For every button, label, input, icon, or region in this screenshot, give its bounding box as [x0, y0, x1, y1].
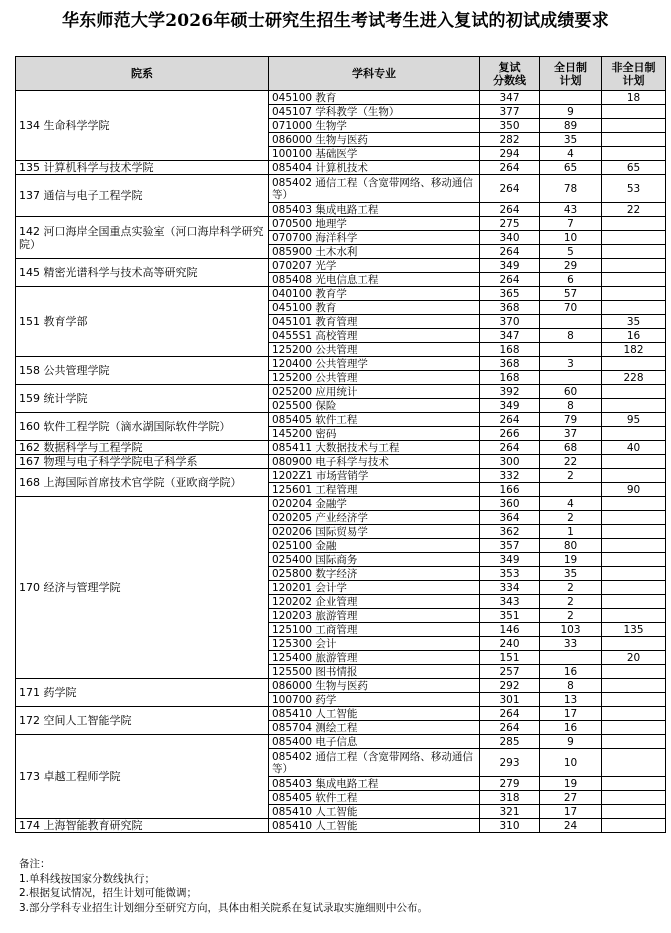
full-time-plan-cell — [540, 315, 602, 329]
table-body — [16, 91, 666, 833]
part-time-plan-cell — [602, 777, 666, 791]
score-cell: 368 — [480, 357, 540, 371]
full-time-plan-cell: 16 — [540, 665, 602, 679]
part-time-plan-cell: 228 — [602, 371, 666, 385]
full-time-plan-cell: 7 — [540, 217, 602, 231]
score-cell: 318 — [480, 791, 540, 805]
part-time-plan-cell — [602, 357, 666, 371]
full-time-plan-cell: 103 — [540, 623, 602, 637]
note-item: 3.部分学科专业招生计划细分至研究方向，具体由相关院系在复试录取实施细则中公布。 — [19, 901, 429, 914]
part-time-plan-cell — [602, 427, 666, 441]
full-time-plan-cell: 19 — [540, 553, 602, 567]
score-cell: 264 — [480, 175, 540, 203]
part-time-plan-cell — [602, 273, 666, 287]
header-part-time-plan — [602, 57, 666, 91]
part-time-plan-cell — [602, 665, 666, 679]
full-time-plan-cell: 89 — [540, 119, 602, 133]
part-time-plan-cell: 20 — [602, 651, 666, 665]
major-cell: 0455S1 高校管理 — [269, 329, 480, 343]
part-time-plan-cell — [602, 791, 666, 805]
score-cell: 285 — [480, 735, 540, 749]
table-row — [16, 441, 666, 455]
major-cell: 020206 国际贸易学 — [269, 525, 480, 539]
score-cell: 347 — [480, 91, 540, 105]
part-time-plan-cell — [602, 511, 666, 525]
score-cell: 292 — [480, 679, 540, 693]
major-cell: 125200 公共管理 — [269, 343, 480, 357]
full-time-plan-cell: 9 — [540, 735, 602, 749]
part-time-plan-cell — [602, 525, 666, 539]
score-cell: 349 — [480, 553, 540, 567]
department-cell: 174 上海智能教育研究院 — [16, 819, 269, 833]
score-cell: 264 — [480, 721, 540, 735]
department-cell: 137 通信与电子工程学院 — [16, 175, 269, 217]
department-cell: 172 空间人工智能学院 — [16, 707, 269, 735]
part-time-plan-cell — [602, 567, 666, 581]
major-cell: 025400 国际商务 — [269, 553, 480, 567]
department-cell: 134 生命科学学院 — [16, 91, 269, 161]
part-time-plan-cell — [602, 735, 666, 749]
note-item: 2.根据复试情况，招生计划可能微调； — [19, 887, 198, 899]
table-row — [16, 357, 666, 371]
full-time-plan-cell — [540, 483, 602, 497]
full-time-plan-cell: 19 — [540, 777, 602, 791]
table-row — [16, 469, 666, 483]
major-cell: 025100 金融 — [269, 539, 480, 553]
part-time-plan-cell — [602, 553, 666, 567]
note-item: 1.单科线按国家分数线执行； — [19, 872, 156, 885]
major-cell: 085704 测绘工程 — [269, 721, 480, 735]
full-time-plan-cell: 79 — [540, 413, 602, 427]
part-time-plan-cell — [602, 539, 666, 553]
full-time-plan-cell: 57 — [540, 287, 602, 301]
score-cell: 310 — [480, 819, 540, 833]
score-cell: 377 — [480, 105, 540, 119]
full-time-plan-cell: 9 — [540, 105, 602, 119]
part-time-plan-cell — [602, 259, 666, 273]
major-cell: 085900 土木水利 — [269, 245, 480, 259]
score-cell: 240 — [480, 637, 540, 651]
score-cell: 279 — [480, 777, 540, 791]
part-time-plan-cell: 16 — [602, 329, 666, 343]
major-cell: 071000 生物学 — [269, 119, 480, 133]
score-cell: 349 — [480, 259, 540, 273]
full-time-plan-cell: 4 — [540, 497, 602, 511]
major-cell: 125200 公共管理 — [269, 371, 480, 385]
table-row — [16, 287, 666, 301]
table-row — [16, 175, 666, 203]
score-cell: 151 — [480, 651, 540, 665]
full-time-plan-cell: 8 — [540, 679, 602, 693]
score-cell: 266 — [480, 427, 540, 441]
part-time-plan-cell: 135 — [602, 623, 666, 637]
major-cell: 125601 工程管理 — [269, 483, 480, 497]
part-time-plan-cell — [602, 301, 666, 315]
full-time-plan-cell: 68 — [540, 441, 602, 455]
part-time-plan-cell: 53 — [602, 175, 666, 203]
major-cell: 070700 海洋科学 — [269, 231, 480, 245]
major-cell: 085402 通信工程（含宽带网络、移动通信等） — [269, 749, 480, 777]
major-cell: 145200 密码 — [269, 427, 480, 441]
department-cell: 160 软件工程学院（滴水湖国际软件学院） — [16, 413, 269, 441]
score-cell: 368 — [480, 301, 540, 315]
score-cell: 343 — [480, 595, 540, 609]
major-cell: 025500 保险 — [269, 399, 480, 413]
score-cell: 168 — [480, 371, 540, 385]
score-cell: 300 — [480, 455, 540, 469]
major-cell: 085408 光电信息工程 — [269, 273, 480, 287]
full-time-plan-cell: 37 — [540, 427, 602, 441]
part-time-plan-cell — [602, 497, 666, 511]
major-cell: 120202 企业管理 — [269, 595, 480, 609]
score-cell: 349 — [480, 399, 540, 413]
score-cell: 353 — [480, 567, 540, 581]
major-cell: 120201 会计学 — [269, 581, 480, 595]
header-major: 学科专业 — [269, 57, 480, 91]
full-time-plan-cell: 33 — [540, 637, 602, 651]
score-cell: 357 — [480, 539, 540, 553]
full-time-plan-cell: 22 — [540, 455, 602, 469]
score-cell: 360 — [480, 497, 540, 511]
department-cell: 135 计算机科学与技术学院 — [16, 161, 269, 175]
notes-section — [19, 857, 659, 915]
part-time-plan-cell: 90 — [602, 483, 666, 497]
full-time-plan-cell: 6 — [540, 273, 602, 287]
part-time-plan-cell: 95 — [602, 413, 666, 427]
table-row — [16, 259, 666, 273]
department-cell: 162 数据科学与工程学院 — [16, 441, 269, 455]
full-time-plan-cell: 29 — [540, 259, 602, 273]
part-time-plan-cell — [602, 609, 666, 623]
full-time-plan-cell: 8 — [540, 329, 602, 343]
score-cell: 301 — [480, 693, 540, 707]
major-cell: 085405 软件工程 — [269, 413, 480, 427]
full-time-plan-cell: 13 — [540, 693, 602, 707]
major-cell: 045100 教育 — [269, 301, 480, 315]
score-table — [15, 56, 666, 833]
full-time-plan-cell: 5 — [540, 245, 602, 259]
major-cell: 120203 旅游管理 — [269, 609, 480, 623]
major-cell: 085403 集成电路工程 — [269, 777, 480, 791]
part-time-plan-cell — [602, 693, 666, 707]
major-cell: 085411 大数据技术与工程 — [269, 441, 480, 455]
full-time-plan-cell: 2 — [540, 609, 602, 623]
part-time-plan-cell — [602, 119, 666, 133]
major-cell: 100700 药学 — [269, 693, 480, 707]
part-time-plan-cell: 18 — [602, 91, 666, 105]
score-cell: 364 — [480, 511, 540, 525]
score-cell: 332 — [480, 469, 540, 483]
department-cell: 171 药学院 — [16, 679, 269, 707]
major-cell: 086000 生物与医药 — [269, 133, 480, 147]
full-time-plan-cell: 70 — [540, 301, 602, 315]
table-row — [16, 735, 666, 749]
score-cell: 168 — [480, 343, 540, 357]
major-cell: 1202Z1 市场营销学 — [269, 469, 480, 483]
full-time-plan-cell: 24 — [540, 819, 602, 833]
department-cell: 142 河口海岸全国重点实验室（河口海岸科学研究院） — [16, 217, 269, 259]
score-cell: 264 — [480, 707, 540, 721]
full-time-plan-cell: 16 — [540, 721, 602, 735]
part-time-plan-cell — [602, 595, 666, 609]
score-cell: 365 — [480, 287, 540, 301]
part-time-plan-cell — [602, 749, 666, 777]
table-row — [16, 497, 666, 511]
major-cell: 020204 金融学 — [269, 497, 480, 511]
score-cell: 392 — [480, 385, 540, 399]
full-time-plan-cell — [540, 91, 602, 105]
department-cell: 173 卓越工程师学院 — [16, 735, 269, 819]
full-time-plan-cell — [540, 343, 602, 357]
major-cell: 040100 教育学 — [269, 287, 480, 301]
full-time-plan-cell: 78 — [540, 175, 602, 203]
score-cell: 257 — [480, 665, 540, 679]
part-time-plan-cell — [602, 385, 666, 399]
major-cell: 045100 教育 — [269, 91, 480, 105]
full-time-plan-cell: 17 — [540, 805, 602, 819]
department-cell: 151 教育学部 — [16, 287, 269, 357]
score-cell: 264 — [480, 203, 540, 217]
part-time-plan-cell: 22 — [602, 203, 666, 217]
full-time-plan-cell: 4 — [540, 147, 602, 161]
full-time-plan-cell: 80 — [540, 539, 602, 553]
page-title: 华东师范大学2026年硕士研究生招生考试考生进入复试的初试成绩要求 — [62, 11, 609, 31]
major-cell: 100100 基础医学 — [269, 147, 480, 161]
major-cell: 085410 人工智能 — [269, 707, 480, 721]
department-cell: 170 经济与管理学院 — [16, 497, 269, 679]
table-row — [16, 91, 666, 105]
major-cell: 120400 公共管理学 — [269, 357, 480, 371]
full-time-plan-cell: 43 — [540, 203, 602, 217]
score-cell: 264 — [480, 161, 540, 175]
score-cell: 362 — [480, 525, 540, 539]
header-part-text: 非全日制 计划 — [611, 60, 656, 87]
notes-heading: 备注： — [19, 858, 51, 870]
score-cell: 264 — [480, 273, 540, 287]
score-cell: 282 — [480, 133, 540, 147]
part-time-plan-cell — [602, 581, 666, 595]
major-cell: 085400 电子信息 — [269, 735, 480, 749]
full-time-plan-cell: 35 — [540, 567, 602, 581]
score-cell: 264 — [480, 441, 540, 455]
major-cell: 085410 人工智能 — [269, 819, 480, 833]
part-time-plan-cell — [602, 245, 666, 259]
part-time-plan-cell — [602, 637, 666, 651]
part-time-plan-cell — [602, 707, 666, 721]
major-cell: 085404 计算机技术 — [269, 161, 480, 175]
part-time-plan-cell — [602, 105, 666, 119]
major-cell: 085405 软件工程 — [269, 791, 480, 805]
header-score-text: 复试 分数线 — [493, 60, 526, 87]
major-cell: 045107 学科教学（生物） — [269, 105, 480, 119]
part-time-plan-cell: 35 — [602, 315, 666, 329]
score-cell: 294 — [480, 147, 540, 161]
part-time-plan-cell — [602, 287, 666, 301]
major-cell: 085402 通信工程（含宽带网络、移动通信等） — [269, 175, 480, 203]
table-row — [16, 455, 666, 469]
score-cell: 351 — [480, 609, 540, 623]
major-cell: 086000 生物与医药 — [269, 679, 480, 693]
major-cell: 125300 会计 — [269, 637, 480, 651]
major-cell: 085410 人工智能 — [269, 805, 480, 819]
part-time-plan-cell — [602, 133, 666, 147]
score-cell: 347 — [480, 329, 540, 343]
department-cell: 145 精密光谱科学与技术高等研究院 — [16, 259, 269, 287]
table-row — [16, 707, 666, 721]
part-time-plan-cell — [602, 721, 666, 735]
score-cell: 350 — [480, 119, 540, 133]
score-cell: 264 — [480, 413, 540, 427]
part-time-plan-cell: 182 — [602, 343, 666, 357]
part-time-plan-cell: 40 — [602, 441, 666, 455]
score-cell: 293 — [480, 749, 540, 777]
department-cell: 167 物理与电子科学学院电子科学系 — [16, 455, 269, 469]
major-cell: 125500 图书情报 — [269, 665, 480, 679]
full-time-plan-cell: 65 — [540, 161, 602, 175]
part-time-plan-cell — [602, 455, 666, 469]
part-time-plan-cell — [602, 399, 666, 413]
full-time-plan-cell: 10 — [540, 749, 602, 777]
major-cell: 085403 集成电路工程 — [269, 203, 480, 217]
full-time-plan-cell — [540, 651, 602, 665]
table-row — [16, 819, 666, 833]
table-row — [16, 217, 666, 231]
table-row — [16, 385, 666, 399]
score-cell: 334 — [480, 581, 540, 595]
part-time-plan-cell — [602, 469, 666, 483]
header-score — [480, 57, 540, 91]
major-cell: 125400 旅游管理 — [269, 651, 480, 665]
header-full-text: 全日制 计划 — [554, 60, 587, 87]
part-time-plan-cell — [602, 805, 666, 819]
full-time-plan-cell: 17 — [540, 707, 602, 721]
full-time-plan-cell: 27 — [540, 791, 602, 805]
score-cell: 370 — [480, 315, 540, 329]
part-time-plan-cell — [602, 819, 666, 833]
score-cell: 166 — [480, 483, 540, 497]
full-time-plan-cell — [540, 371, 602, 385]
table-header-row — [16, 57, 666, 91]
full-time-plan-cell: 2 — [540, 469, 602, 483]
table-row — [16, 413, 666, 427]
full-time-plan-cell: 10 — [540, 231, 602, 245]
major-cell: 020205 产业经济学 — [269, 511, 480, 525]
major-cell: 070207 光学 — [269, 259, 480, 273]
score-cell: 264 — [480, 245, 540, 259]
major-cell: 080900 电子科学与技术 — [269, 455, 480, 469]
score-cell: 146 — [480, 623, 540, 637]
major-cell: 070500 地理学 — [269, 217, 480, 231]
major-cell: 125100 工商管理 — [269, 623, 480, 637]
part-time-plan-cell — [602, 147, 666, 161]
major-cell: 025800 数字经济 — [269, 567, 480, 581]
score-cell: 321 — [480, 805, 540, 819]
score-cell: 275 — [480, 217, 540, 231]
department-cell: 158 公共管理学院 — [16, 357, 269, 385]
department-cell: 168 上海国际首席技术官学院（亚欧商学院） — [16, 469, 269, 497]
header-full-time-plan — [540, 57, 602, 91]
full-time-plan-cell: 8 — [540, 399, 602, 413]
header-dept: 院系 — [16, 57, 269, 91]
full-time-plan-cell: 2 — [540, 595, 602, 609]
full-time-plan-cell: 2 — [540, 581, 602, 595]
full-time-plan-cell: 2 — [540, 511, 602, 525]
full-time-plan-cell: 35 — [540, 133, 602, 147]
table-row — [16, 679, 666, 693]
full-time-plan-cell: 60 — [540, 385, 602, 399]
major-cell: 025200 应用统计 — [269, 385, 480, 399]
major-cell: 045101 教育管理 — [269, 315, 480, 329]
full-time-plan-cell: 1 — [540, 525, 602, 539]
part-time-plan-cell — [602, 679, 666, 693]
part-time-plan-cell — [602, 231, 666, 245]
score-cell: 340 — [480, 231, 540, 245]
department-cell: 159 统计学院 — [16, 385, 269, 413]
part-time-plan-cell: 65 — [602, 161, 666, 175]
table-row — [16, 161, 666, 175]
part-time-plan-cell — [602, 217, 666, 231]
full-time-plan-cell: 3 — [540, 357, 602, 371]
